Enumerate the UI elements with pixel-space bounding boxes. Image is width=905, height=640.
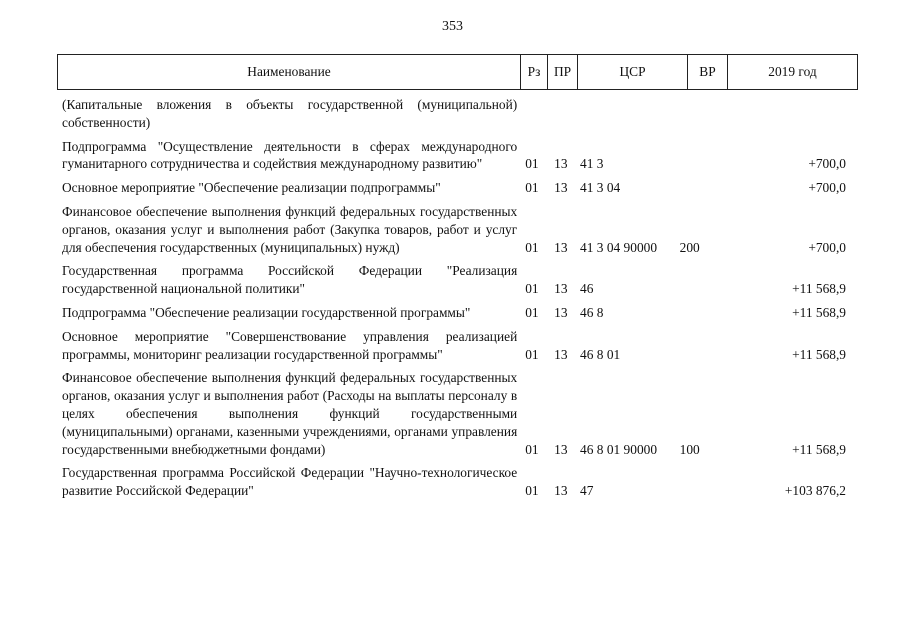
row-csr: 46 8 01 90000 <box>580 441 658 457</box>
header-name: Наименование <box>58 55 521 90</box>
row-rz: 01 <box>525 483 539 499</box>
row-amount: +700,0 <box>808 239 846 255</box>
row-rz: 01 <box>525 441 539 457</box>
table-header <box>57 54 858 90</box>
row-pr: 13 <box>554 281 568 297</box>
row-pr: 13 <box>554 346 568 362</box>
table-row <box>57 328 857 364</box>
table-row <box>57 203 857 256</box>
row-name: Подпрограмма "Обеспечение реализации государственной программы" <box>62 304 471 320</box>
row-name: Финансовое обеспечение выполнения функций федеральных государственных органов, оказания услуг и выполнения работ (Закупка товаров, работ и услуг для обеспечения государственных (муниципальных) нужд) <box>62 203 518 255</box>
table-row <box>57 369 857 458</box>
header-year: 2019 год <box>728 55 858 90</box>
row-rz: 01 <box>525 304 539 320</box>
table-row <box>57 262 857 298</box>
row-csr: 41 3 04 <box>580 180 621 196</box>
budget-rows <box>57 96 857 506</box>
row-pr: 13 <box>554 441 568 457</box>
row-pr: 13 <box>554 304 568 320</box>
row-rz: 01 <box>525 281 539 297</box>
row-rz: 01 <box>525 156 539 172</box>
table-row <box>57 96 857 132</box>
row-pr: 13 <box>554 156 568 172</box>
row-csr: 46 8 01 <box>580 346 621 362</box>
table-row <box>57 304 857 322</box>
header-csr: ЦСР <box>578 55 688 90</box>
row-amount: +103 876,2 <box>784 483 846 499</box>
row-amount: +700,0 <box>808 156 846 172</box>
page-number: 353 <box>442 19 463 34</box>
row-csr: 41 3 04 90000 <box>580 239 658 255</box>
row-csr: 47 <box>580 483 594 499</box>
row-pr: 13 <box>554 239 568 255</box>
row-pr: 13 <box>554 180 568 196</box>
header-vr: ВР <box>688 55 728 90</box>
row-rz: 01 <box>525 239 539 255</box>
table-row <box>57 179 857 197</box>
table-row <box>57 464 857 500</box>
row-name: Государственная программа Российской Федерации "Научно-технологическое развитие Российской Федерации" <box>62 465 518 499</box>
row-rz: 01 <box>525 346 539 362</box>
row-name: Основное мероприятие "Совершенствование управления реализацией программы, мониторинг реализации государственной программы" <box>62 328 518 362</box>
row-name: Подпрограмма "Осуществление деятельности в сферах международного гуманитарного сотрудничества и содействия международному развитию" <box>62 138 518 172</box>
table-row <box>57 138 857 174</box>
row-name: Государственная программа Российской Федерации "Реализация государственной национальной политики" <box>62 263 518 297</box>
row-csr: 46 <box>580 281 594 297</box>
header-rz: Рз <box>521 55 548 90</box>
header-pr: ПР <box>548 55 578 90</box>
row-name: Финансовое обеспечение выполнения функций федеральных государственных органов, оказания услуг и выполнения работ (Расходы на выплаты персоналу в целях обеспечения выполнения функций государственными (муниципальными) органами, казенными учреждениями, органами управления государственными внебюджетными фондами) <box>62 370 518 457</box>
row-amount: +11 568,9 <box>792 346 846 362</box>
row-csr: 41 3 <box>580 156 604 172</box>
row-amount: +11 568,9 <box>792 441 846 457</box>
row-amount: +11 568,9 <box>792 281 846 297</box>
row-csr: 46 8 <box>580 304 604 320</box>
row-pr: 13 <box>554 483 568 499</box>
row-name: Основное мероприятие "Обеспечение реализации подпрограммы" <box>62 180 441 196</box>
row-vr: 200 <box>679 239 700 255</box>
row-amount: +700,0 <box>808 180 846 196</box>
row-amount: +11 568,9 <box>792 304 846 320</box>
row-vr: 100 <box>679 441 700 457</box>
row-name: (Капитальные вложения в объекты государственной (муниципальной) собственности) <box>62 97 518 130</box>
row-rz: 01 <box>525 180 539 196</box>
